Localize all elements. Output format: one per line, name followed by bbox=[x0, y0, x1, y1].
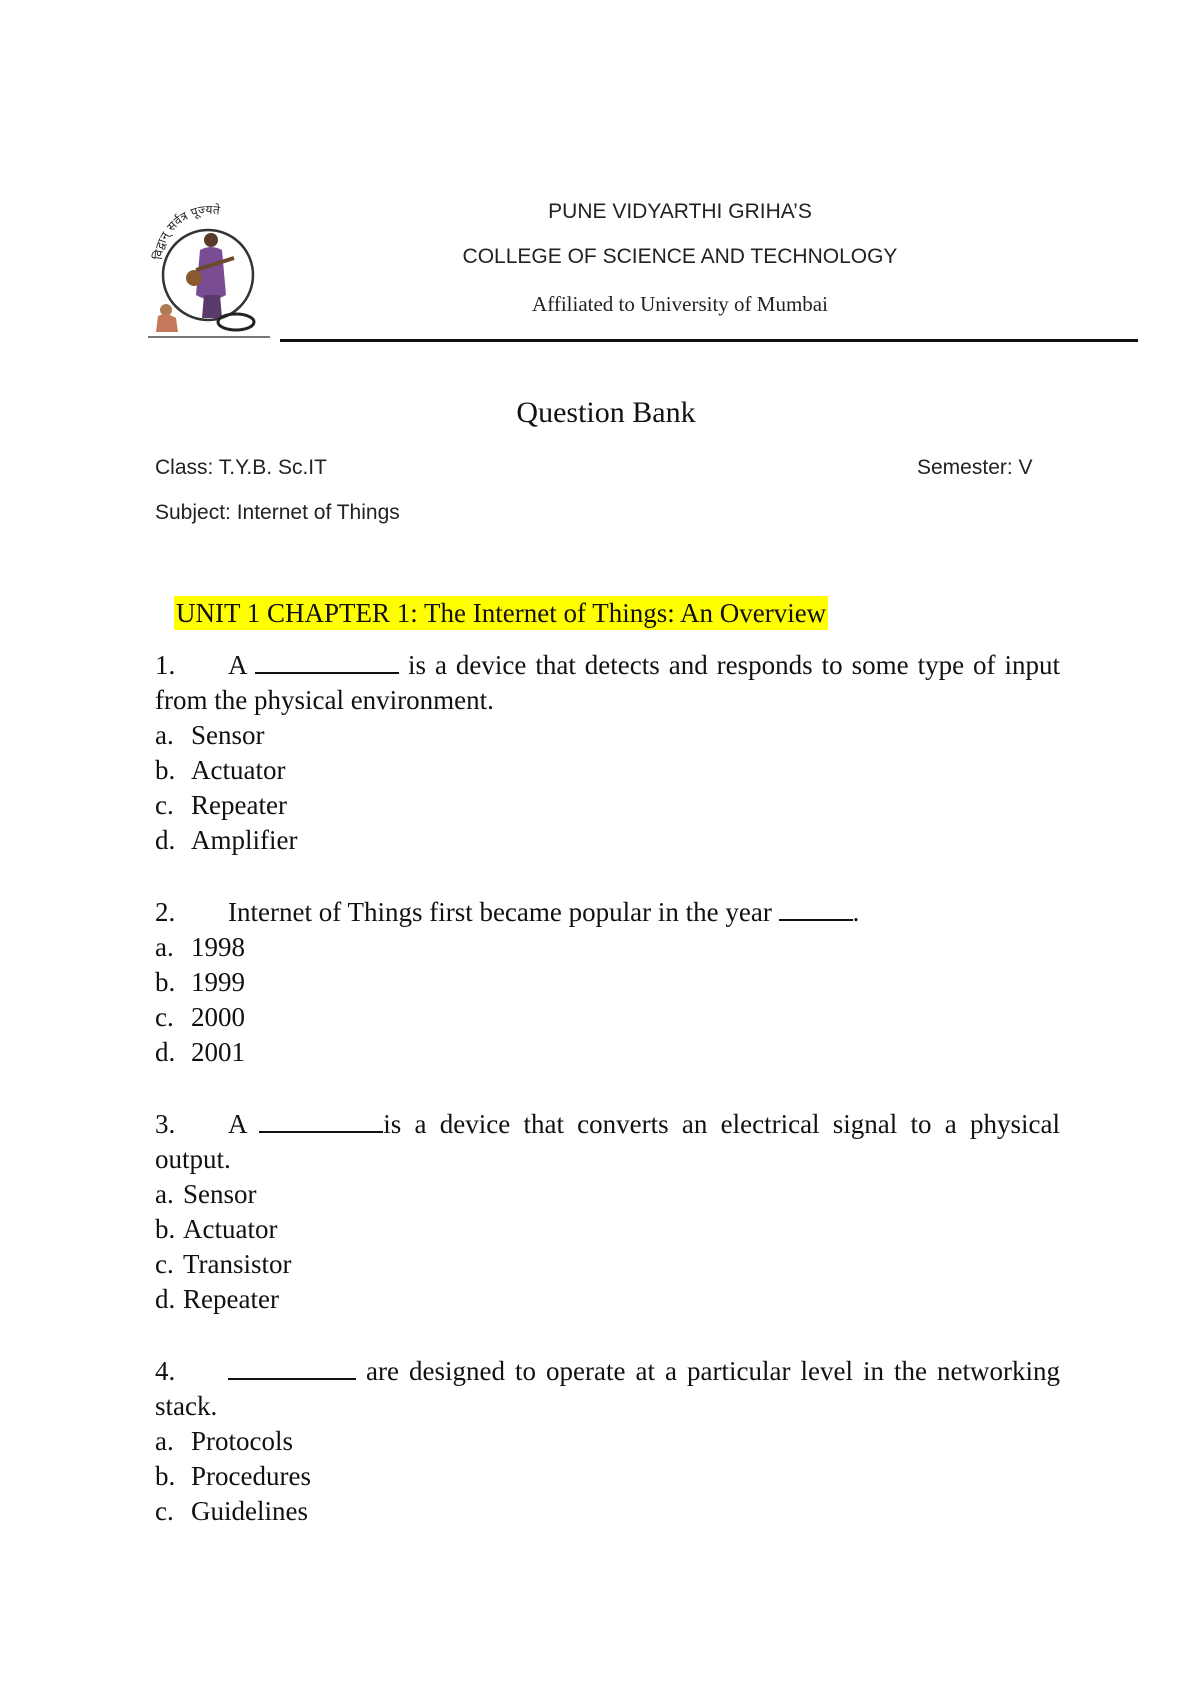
option bbox=[155, 1247, 1060, 1282]
question-number: 2. bbox=[155, 897, 176, 927]
option bbox=[155, 1177, 1060, 1212]
option bbox=[155, 823, 1060, 858]
option-text: Procedures bbox=[191, 1461, 311, 1491]
question-stem bbox=[155, 895, 1060, 930]
question-lead: A bbox=[228, 650, 247, 680]
question-number: 3. bbox=[155, 1109, 176, 1139]
option-text: 2000 bbox=[191, 1002, 245, 1032]
question-text: is a device that converts an electrical signal to a physical output. bbox=[155, 1109, 1060, 1174]
question-2 bbox=[155, 895, 1060, 1070]
question-stem bbox=[155, 1354, 1060, 1424]
option-letter: a. bbox=[155, 720, 174, 750]
option bbox=[155, 1494, 1060, 1529]
option bbox=[155, 1212, 1060, 1247]
college-logo bbox=[148, 200, 270, 342]
option-letter: d. bbox=[155, 1037, 176, 1067]
option-text: 1999 bbox=[191, 967, 245, 997]
option-letter: d. bbox=[155, 1284, 176, 1314]
option-letter: c. bbox=[155, 1249, 174, 1279]
question-text: is a device that detects and responds to some type of input from the physical environment. bbox=[155, 650, 1061, 715]
question-4 bbox=[155, 1354, 1060, 1529]
option-letter: b. bbox=[155, 967, 176, 997]
option-text: Transistor bbox=[183, 1249, 292, 1279]
option-text: Amplifier bbox=[191, 825, 298, 855]
option-text: Repeater bbox=[183, 1284, 279, 1314]
option bbox=[155, 753, 1060, 788]
option-text: Sensor bbox=[191, 720, 265, 750]
option bbox=[155, 1424, 1060, 1459]
question-number: 4. bbox=[155, 1356, 176, 1386]
option bbox=[155, 1000, 1060, 1035]
document-title: Question Bank bbox=[516, 396, 696, 429]
option-text: 1998 bbox=[191, 932, 245, 962]
option-text: Guidelines bbox=[191, 1496, 308, 1526]
semester-label: Semester: V bbox=[917, 456, 1033, 479]
header-rule bbox=[280, 339, 1138, 342]
subject-label: Subject: Internet of Things bbox=[155, 501, 400, 524]
option bbox=[155, 965, 1060, 1000]
option-letter: b. bbox=[155, 1461, 176, 1491]
question-text: . bbox=[852, 897, 860, 927]
institution-name: PUNE VIDYARTHI GRIHA’S bbox=[548, 200, 812, 223]
option-letter: c. bbox=[155, 1002, 174, 1032]
option-letter: b. bbox=[155, 755, 176, 785]
answer-blank bbox=[259, 1107, 383, 1133]
option bbox=[155, 1282, 1060, 1317]
option-text: Actuator bbox=[191, 755, 286, 785]
college-name: COLLEGE OF SCIENCE AND TECHNOLOGY bbox=[462, 245, 898, 268]
answer-blank bbox=[228, 1354, 356, 1380]
option bbox=[155, 1459, 1060, 1494]
option bbox=[155, 930, 1060, 965]
option bbox=[155, 718, 1060, 753]
option-text: Sensor bbox=[183, 1179, 257, 1209]
question-stem bbox=[155, 1107, 1060, 1177]
option-letter: c. bbox=[155, 790, 174, 820]
question-text: are designed to operate at a particular level in the networking stack. bbox=[155, 1356, 1060, 1421]
option-text: 2001 bbox=[191, 1037, 245, 1067]
option-text: Repeater bbox=[191, 790, 287, 820]
logo-motto: विद्वान् सर्वत्र पूज्यते bbox=[150, 202, 221, 261]
answer-blank bbox=[779, 895, 853, 921]
option-text: Protocols bbox=[191, 1426, 294, 1456]
affiliation: Affiliated to University of Mumbai bbox=[532, 292, 828, 316]
question-lead: Internet of Things first became popular in the year bbox=[228, 897, 772, 927]
question-1 bbox=[155, 648, 1060, 858]
answer-blank bbox=[255, 648, 399, 674]
question-lead: A bbox=[228, 1109, 247, 1139]
option-text: Actuator bbox=[183, 1214, 278, 1244]
option-letter: a. bbox=[155, 932, 174, 962]
option bbox=[155, 1035, 1060, 1070]
option-letter: a. bbox=[155, 1179, 174, 1209]
option-letter: d. bbox=[155, 825, 176, 855]
class-label: Class: T.Y.B. Sc.IT bbox=[155, 456, 327, 479]
option-letter: c. bbox=[155, 1496, 174, 1526]
option bbox=[155, 788, 1060, 823]
question-3 bbox=[155, 1107, 1060, 1317]
option-letter: b. bbox=[155, 1214, 176, 1244]
question-number: 1. bbox=[155, 650, 176, 680]
option-letter: a. bbox=[155, 1426, 174, 1456]
unit-heading: UNIT 1 CHAPTER 1: The Internet of Things: An Overview bbox=[176, 598, 827, 628]
question-stem bbox=[155, 648, 1060, 718]
